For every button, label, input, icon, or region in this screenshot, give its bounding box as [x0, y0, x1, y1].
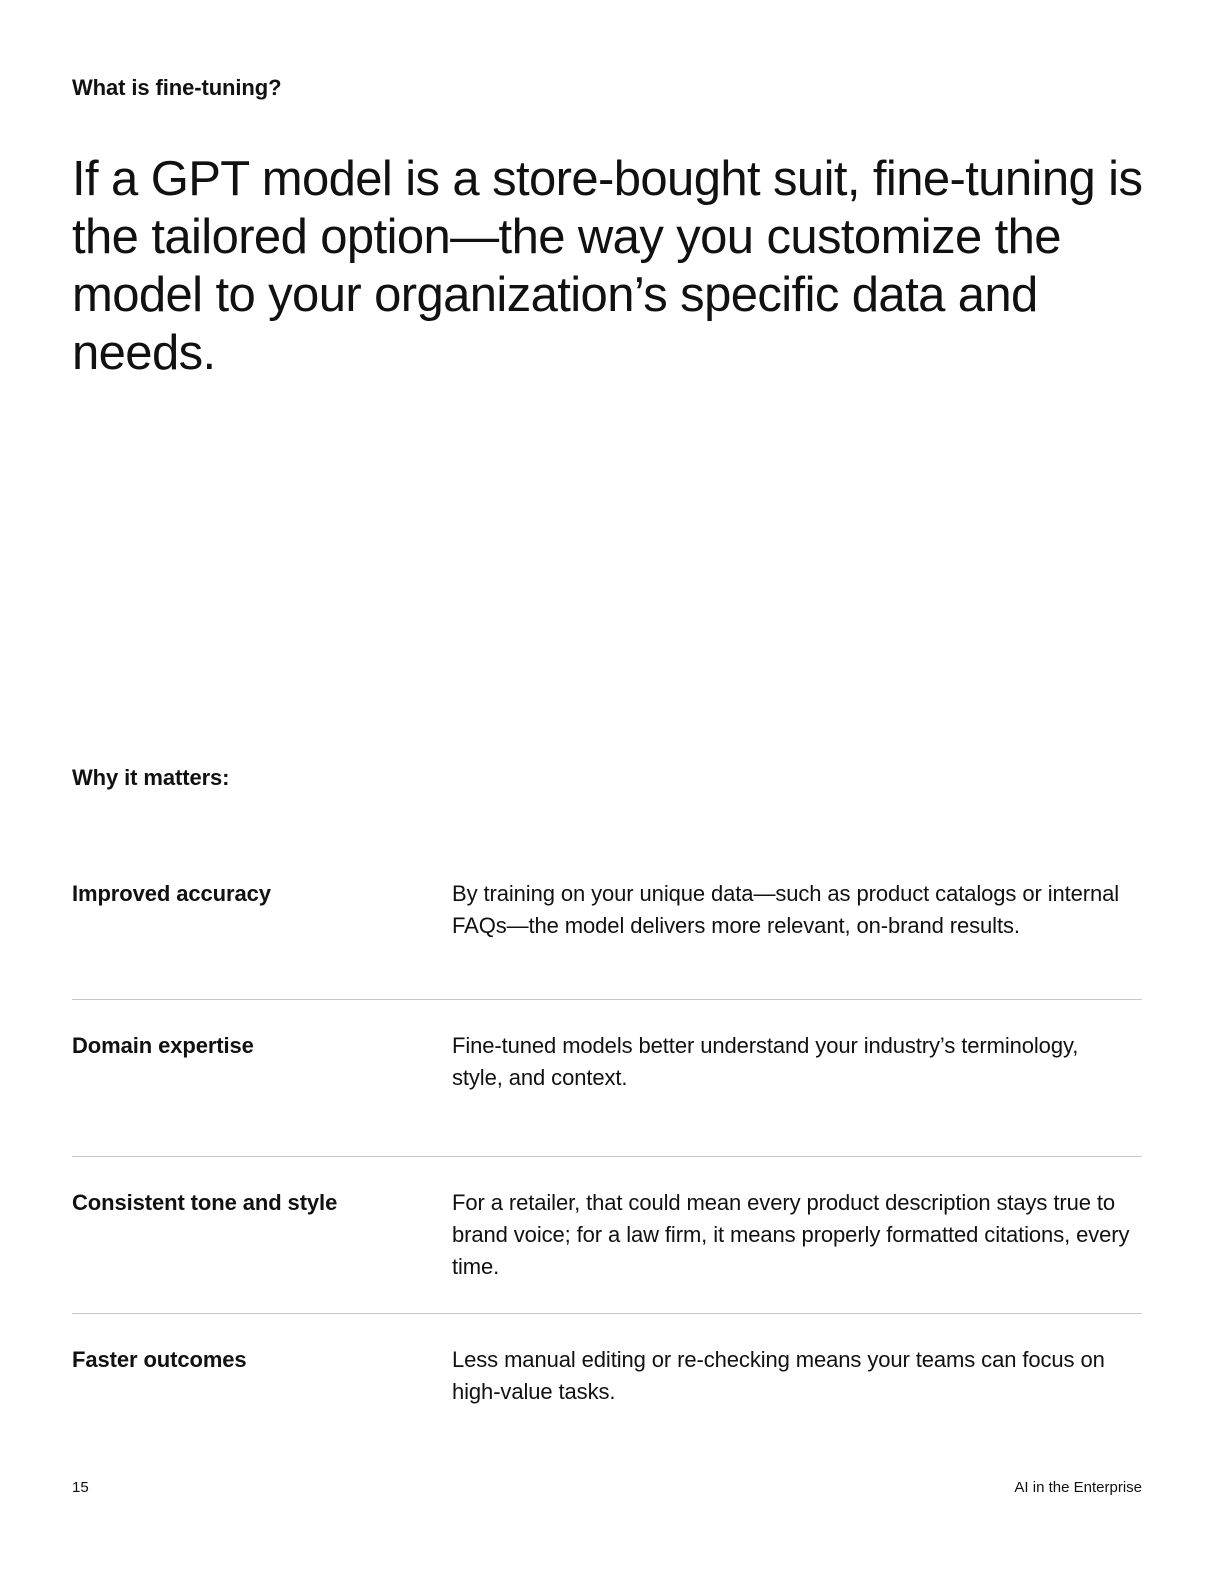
benefit-row-faster-outcomes [72, 1314, 1142, 1471]
benefit-description: By training on your unique data—such as product catalogs or internal FAQs—the model delivers more relevant, on-brand results. [452, 881, 1120, 938]
benefit-description: Fine-tuned models better understand your industry’s terminology, style, and context. [452, 1033, 1079, 1090]
headline: If a GPT model is a store-bought suit, fine-tuning is the tailored option—the way you customize the model to your organization’s specific data and needs. [72, 152, 1143, 380]
document-title: AI in the Enterprise [1014, 1479, 1142, 1496]
benefits-table [72, 878, 1142, 1471]
benefit-label: Faster outcomes [72, 1347, 247, 1372]
benefit-row-domain-expertise [72, 1000, 1142, 1157]
benefit-description: For a retailer, that could mean every product description stays true to brand voice; for a law firm, it means properly formatted citations, every time. [452, 1190, 1130, 1279]
benefit-label: Consistent tone and style [72, 1190, 338, 1215]
benefit-label: Domain expertise [72, 1033, 254, 1058]
benefit-description: Less manual editing or re-checking means your teams can focus on high-value tasks. [452, 1347, 1105, 1404]
benefit-row-consistent-tone [72, 1157, 1142, 1314]
page-number: 15 [72, 1479, 89, 1496]
benefit-row-improved-accuracy [72, 878, 1142, 1000]
why-it-matters-heading: Why it matters: [72, 765, 230, 790]
benefit-label: Improved accuracy [72, 881, 271, 906]
section-eyebrow: What is fine-tuning? [72, 75, 282, 100]
